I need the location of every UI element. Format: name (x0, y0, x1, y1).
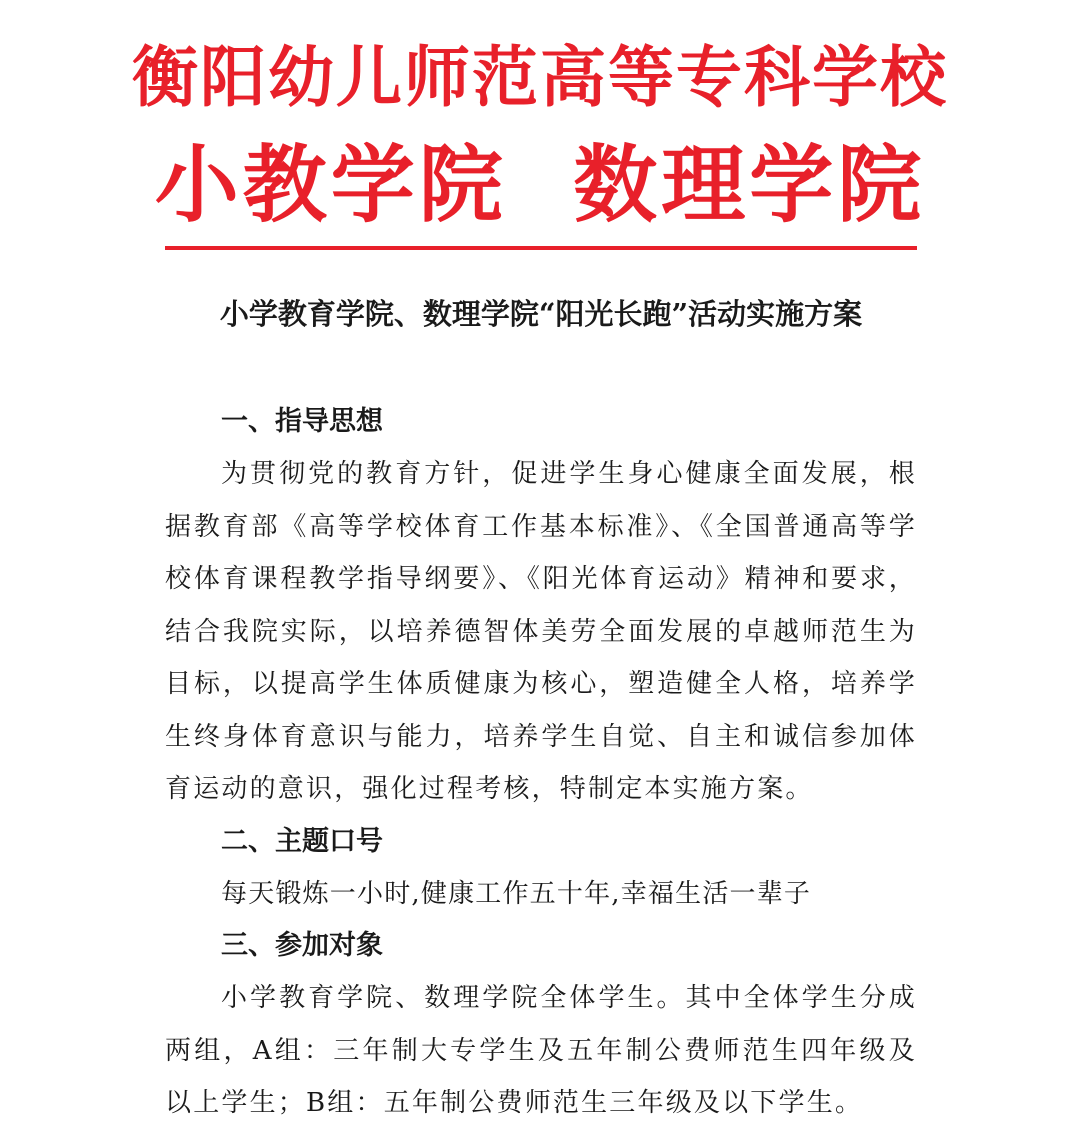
section-heading-slogan: 二、主题口号 (221, 825, 383, 857)
masthead-college-names: 小教学院 数理学院 (154, 135, 926, 234)
document-body (165, 396, 917, 1130)
document-title: 小学教育学院、数理学院“阳光长跑”活动实施方案 (219, 297, 863, 331)
masthead-divider (165, 246, 917, 250)
section-text-slogan: 每天锻炼一小时,健康工作五十年,幸福生活一辈子 (221, 878, 812, 909)
masthead-school-name: 衡阳幼儿师范高等专科学校 (132, 38, 948, 116)
section-heading-participants: 三、参加对象 (221, 930, 383, 961)
section-heading-guiding-ideology: 一、指导思想 (221, 406, 383, 437)
section-text-guiding-ideology: 为贯彻党的教育方针，促进学生身心健康全面发展，根据教育部《高等学校体育工作基本标准》、《全国普通高等学校体育课程教学指导纲要》、《阳光体育运动》精神和要求，结合我院实际，以培养德智体美劳全面发展的卓越师范生为目标，以提高学生体质健康为核心，塑造健全人格，培养学生终身体育意识与能力，培养学生自觉、自主和诚信参加体育运动的意识，强化过程考核，特制定本实施方案。 (165, 459, 917, 804)
section-text-participants: 小学教育学院、数理学院全体学生。其中全体学生分成两组，A组：三年制大专学生及五年制公费师范生四年级及以上学生；B组：五年制公费师范生三年级及以下学生。 (165, 983, 917, 1118)
